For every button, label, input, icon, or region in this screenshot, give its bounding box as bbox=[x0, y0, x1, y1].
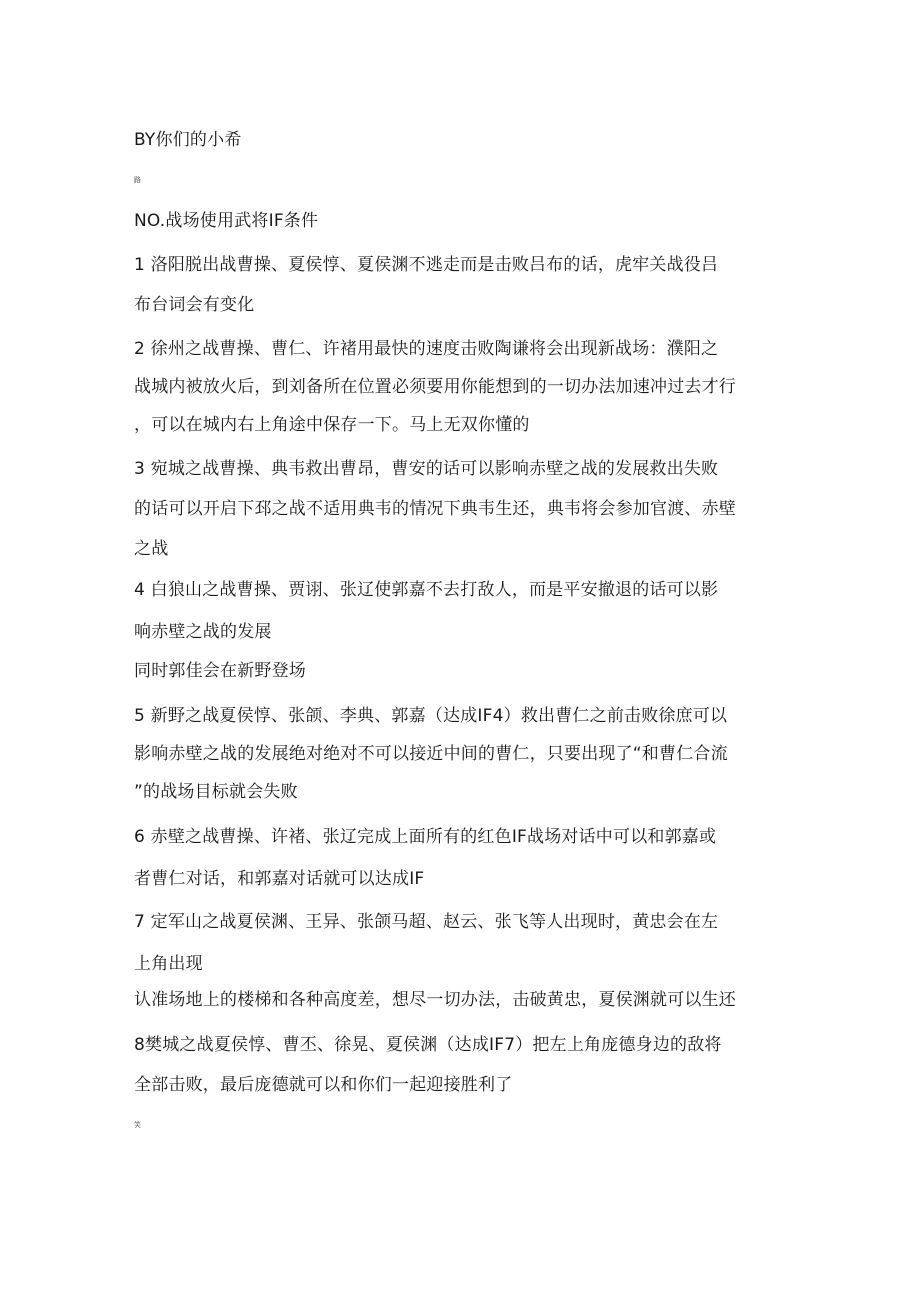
section-header: NO.战场使用武将IF条件 bbox=[134, 211, 319, 231]
text-line: 5 新野之战夏侯惇、张颌、李典、郭嘉（达成IF4）救出曹仁之前击败徐庶可以 bbox=[134, 706, 728, 726]
text-line: 同时郭佳会在新野登场 bbox=[134, 661, 306, 681]
text-line: 战城内被放火后，到刘备所在位置必须要用你能想到的一切办法加速冲过去才行 bbox=[134, 377, 736, 397]
text-line: 8樊城之战夏侯惇、曹丕、徐晃、夏侯渊（达成IF7）把左上角庞德身边的敌将 bbox=[134, 1035, 722, 1055]
small-mark-bottom: 笑 bbox=[134, 1121, 141, 1129]
author-line: BY你们的小希 bbox=[134, 130, 242, 150]
text-line: 上角出现 bbox=[134, 954, 203, 974]
text-line: 认准场地上的楼梯和各种高度差，想尽一切办法，击破黄忠，夏侯渊就可以生还 bbox=[134, 990, 736, 1010]
text-line: 6 赤壁之战曹操、许褚、张辽完成上面所有的红色IF战场对话中可以和郭嘉或 bbox=[134, 827, 717, 847]
text-line: 者曹仁对话，和郭嘉对话就可以达成IF bbox=[134, 869, 425, 889]
text-line: 之战 bbox=[134, 539, 169, 559]
text-line: 3 宛城之战曹操、典韦救出曹昂，曹安的话可以影响赤壁之战的发展救出失败 bbox=[134, 459, 719, 479]
text-line: 的话可以开启下邳之战不适用典韦的情况下典韦生还，典韦将会参加官渡、赤壁 bbox=[134, 499, 736, 519]
text-line: ”的战场目标就会失败 bbox=[134, 782, 298, 802]
text-line: 影响赤壁之战的发展绝对绝对不可以接近中间的曹仁，只要出现了“和曹仁合流 bbox=[134, 744, 728, 764]
text-line: 响赤壁之战的发展 bbox=[134, 622, 272, 642]
text-line: ，可以在城内右上角途中保存一下。马上无双你懂的 bbox=[134, 415, 530, 435]
text-line: 2 徐州之战曹操、曹仁、许褚用最快的速度击败陶谦将会出现新战场：濮阳之 bbox=[134, 339, 719, 359]
text-line: 4 白狼山之战曹操、贾诩、张辽使郭嘉不去打敌人，而是平安撤退的话可以影 bbox=[134, 580, 719, 600]
text-line: 全部击败，最后庞德就可以和你们一起迎接胜利了 bbox=[134, 1075, 513, 1095]
small-mark-top: 路 bbox=[134, 176, 141, 184]
text-line: 7 定军山之战夏侯渊、王异、张颌马超、赵云、张飞等人出现时，黄忠会在左 bbox=[134, 912, 719, 932]
text-line: 1 洛阳脱出战曹操、夏侯惇、夏侯渊不逃走而是击败吕布的话，虎牢关战役吕 bbox=[134, 255, 719, 275]
text-line: 布台词会有变化 bbox=[134, 295, 255, 315]
